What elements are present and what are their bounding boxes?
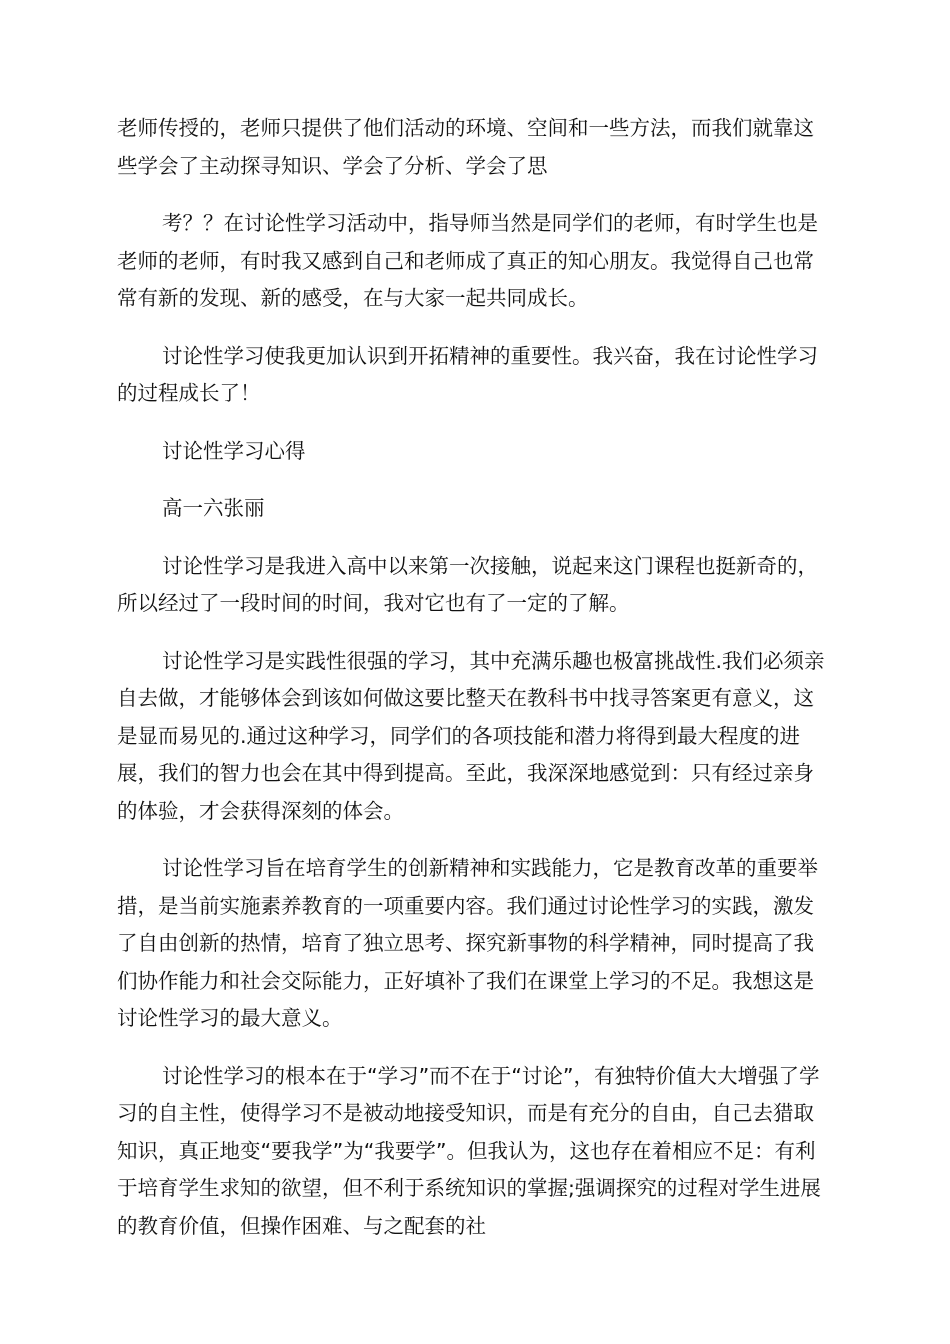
- document-body: [117, 110, 833, 1265]
- author-line: 高一六张丽: [162, 496, 265, 520]
- paragraph-learning-root: 讨论性学习的根本在于“学习”而不在于“讨论”，有独特价值大大增强了学习的自主性，使得学习不是被动地接受知识，而是有充分的自由，自己去猎取知识，真正地变“要我学”为“我要学”。但我认为，这也存在着相应不足：有利于培育学生求知的欲望，但不利于系统知识的掌握;强调探究的过程对学生进展的教育价值，但操作困难、与之配套的社: [117, 1063, 821, 1238]
- paragraph-first-contact: 讨论性学习是我进入高中以来第一次接触，说起来这门课程也挺新奇的，所以经过了一段时间的时间，我对它也有了一定的了解。: [117, 553, 818, 615]
- paragraph-practice: 讨论性学习是实践性很强的学习，其中充满乐趣也极富挑战性.我们必须亲自去做，才能够体会到该如何做这要比整天在教科书中找寻答案更有意义，这是显而易见的.通过这种学习，同学们的各项技能和潜力将得到最大程度的进展，我们的智力也会在其中得到提高。至此，我深深地感觉到：只有经过亲身的体验，才会获得深刻的体会。: [117, 648, 825, 823]
- paragraph-continuation: 老师传授的，老师只提供了他们活动的环境、空间和一些方法，而我们就靠这些学会了主动探寻知识、学会了分析、学会了思: [117, 116, 814, 178]
- paragraph-pioneering-spirit: 讨论性学习使我更加认识到开拓精神的重要性。我兴奋，我在讨论性学习的过程成长了！: [117, 343, 818, 405]
- section-title: 讨论性学习心得: [162, 438, 306, 463]
- paragraph-reflection: 考？？在讨论性学习活动中，指导师当然是同学们的老师，有时学生也是老师的老师，有时我又感到自己和老师成了真正的知心朋友。我觉得自己也常常有新的发现、新的感受，在与大家一起共同成长。: [117, 211, 818, 310]
- paragraph-innovation: 讨论性学习旨在培育学生的创新精神和实践能力，它是教育改革的重要举措，是当前实施素养教育的一项重要内容。我们通过讨论性学习的实践，激发了自由创新的热情，培育了独立思考、探究新事物的科学精神，同时提高了我们协作能力和社会交际能力，正好填补了我们在课堂上学习的不足。我想这是讨论性学习的最大意义。: [117, 856, 818, 1030]
